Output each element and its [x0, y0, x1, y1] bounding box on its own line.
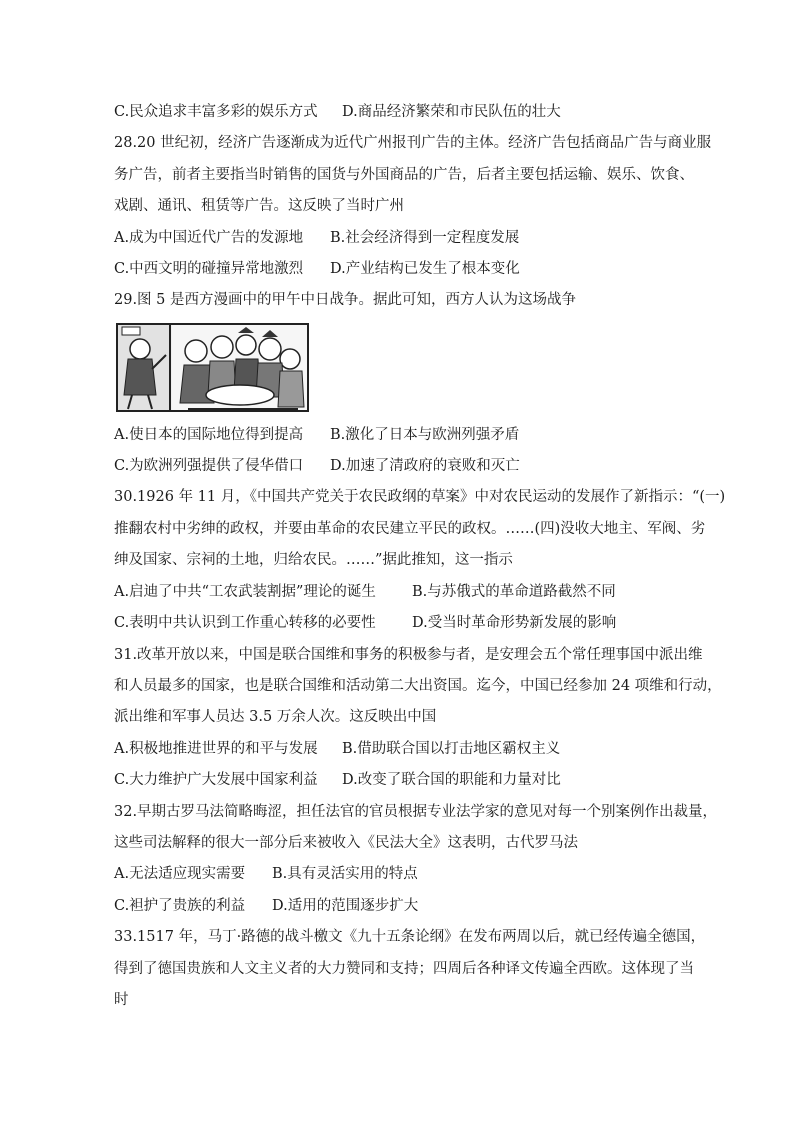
q30-stem-3: 绅及国家、宗祠的土地，归给农民。……”据此推知，这一指示 [114, 552, 513, 568]
q30-option-c: C.表明中共认识到工作重心转移的必要性 [114, 615, 376, 631]
q32-option-c: C.袒护了贵族的利益 [114, 898, 246, 914]
q29-option-d: D.加速了清政府的衰败和灭亡 [330, 458, 520, 474]
q30-option-a: A.启迪了中共“工农武装割据”理论的诞生 [114, 584, 376, 600]
option-c-prev: C.民众追求丰富多彩的娱乐方式 [114, 104, 318, 120]
q31-option-d: D.改变了联合国的职能和力量对比 [342, 772, 561, 788]
q28-option-c: C.中西文明的碰撞异常地激烈 [114, 261, 304, 277]
option-d-prev: D.商品经济繁荣和市民队伍的壮大 [342, 104, 561, 120]
q29-stem-1: 29.图 5 是西方漫画中的甲午中日战争。据此可知，西方人认为这场战争 [114, 292, 577, 308]
q33-stem-1: 33.1517 年，马丁·路德的战斗檄文《九十五条论纲》在发布两周以后，就已经传遍全德国， [114, 929, 706, 945]
q31-stem-3: 派出维和军事人员达 3.5 万余人次。这反映出中国 [114, 709, 437, 725]
q33-stem-3: 时 [114, 992, 129, 1008]
q33-stem-2: 得到了德国贵族和人文主义者的大力赞同和支持；四周后各种译文传遍全西欧。这体现了当 [114, 961, 694, 977]
q32-option-d: D.适用的范围逐步扩大 [272, 898, 419, 914]
q28-option-a: A.成为中国近代广告的发源地 [114, 230, 304, 246]
q30-option-d: D.受当时革命形势新发展的影响 [412, 615, 617, 631]
q31-option-b: B.借助联合国以打击地区霸权主义 [342, 741, 561, 757]
q28-stem-2: 务广告，前者主要指当时销售的国货与外国商品的广告，后者主要包括运输、娱乐、饮食、 [114, 167, 694, 183]
q31-option-c: C.大力维护广大发展中国家利益 [114, 772, 318, 788]
q31-stem-1: 31.改革开放以来，中国是联合国维和事务的积极参与者，是安理会五个常任理事国中派出维 [114, 647, 703, 663]
cartoon-illustration [118, 325, 307, 410]
q31-option-a: A.积极地推进世界的和平与发展 [114, 741, 318, 757]
q29-option-c: C.为欧洲列强提供了侵华借口 [114, 458, 304, 474]
q29-option-b: B.激化了日本与欧洲列强矛盾 [330, 427, 520, 443]
q28-option-b: B.社会经济得到一定程度发展 [330, 230, 520, 246]
q32-option-b: B.具有灵活实用的特点 [272, 866, 418, 882]
q32-stem-2: 这些司法解释的很大一部分后来被收入《民法大全》这表明，古代罗马法 [114, 835, 578, 851]
q28-stem-3: 戏剧、通讯、租赁等广告。这反映了当时广州 [114, 198, 404, 214]
q28-stem-1: 28.20 世纪初，经济广告逐渐成为近代广州报刊广告的主体。经济广告包括商品广告与商业服 [114, 135, 712, 151]
q31-stem-2: 和人员最多的国家，也是联合国维和活动第二大出资国。迄今，中国已经参加 24 项维和行动， [114, 678, 722, 694]
q30-stem-2: 推翻农村中劣绅的政权，并要由革命的农民建立平民的政权。……(四)没收大地主、军阀、劣 [114, 521, 706, 537]
q29-option-a: A.使日本的国际地位得到提高 [114, 427, 304, 443]
q32-stem-1: 32.早期古罗马法简略晦涩，担任法官的官员根据专业法学家的意见对每一个别案例作出裁量， [114, 804, 718, 820]
q30-option-b: B.与苏俄式的革命道路截然不同 [412, 584, 616, 600]
figure-5-cartoon [116, 323, 309, 412]
q32-option-a: A.无法适应现实需要 [114, 866, 246, 882]
q30-stem-1: 30.1926 年 11 月，《中国共产党关于农民政纲的草案》中对农民运动的发展作了新指示：“(一) [114, 489, 726, 505]
q28-option-d: D.产业结构已发生了根本变化 [330, 261, 520, 277]
